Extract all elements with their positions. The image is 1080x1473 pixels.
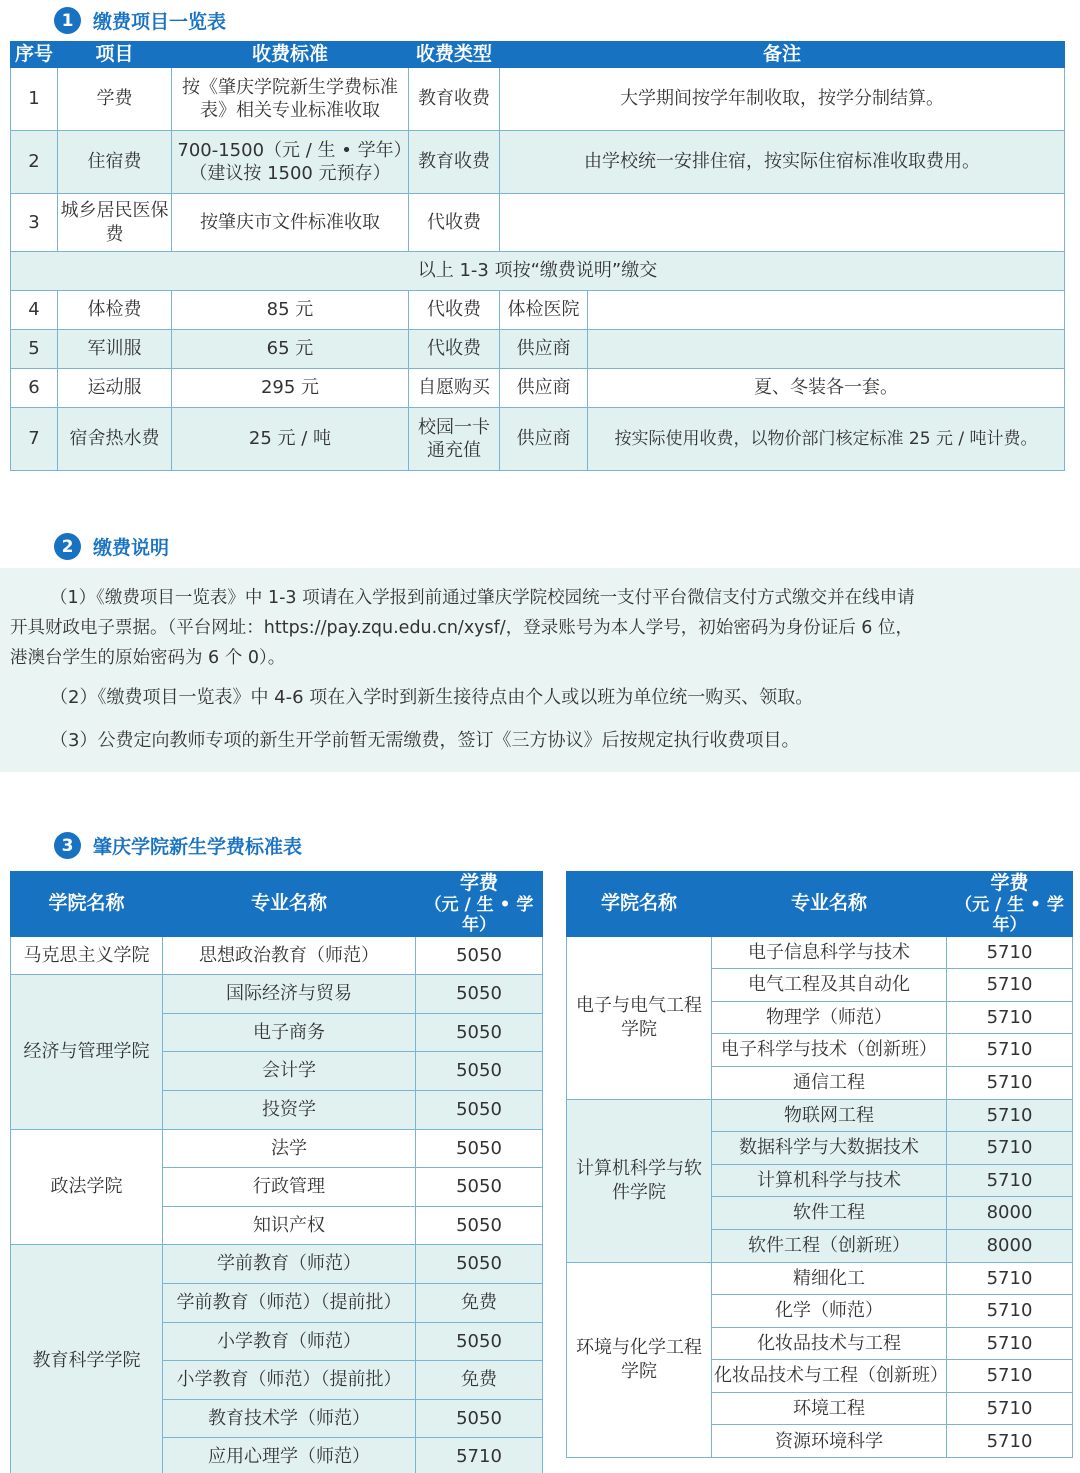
header-major: 专业名称: [163, 872, 416, 937]
cell-major: 电子科学与技术（创新班）: [712, 1034, 947, 1067]
cell-major: 物理学（师范）: [712, 1001, 947, 1034]
cell-major: 化妆品技术与工程: [712, 1327, 947, 1360]
cell-fee: 5050: [416, 1322, 543, 1361]
cell-major: 学前教育（师范）: [163, 1245, 416, 1284]
payment-notes-panel: [0, 568, 1080, 772]
cell-major: 应用心理学（师范）: [163, 1438, 416, 1473]
tuition-right-body: [567, 936, 1073, 1458]
cell-standard: 295 元: [172, 369, 409, 408]
table-header-row: [567, 872, 1073, 937]
note-2: （2）《缴费项目一览表》中 4-6 项在入学时到新生接待点由个人或以班为单位统一购买、领取。: [50, 687, 814, 708]
table-row: [567, 936, 1073, 969]
cell-major: 软件工程: [712, 1197, 947, 1230]
header-college: 学院名称: [11, 872, 163, 937]
cell-type: 代收费: [409, 194, 500, 252]
section-2-title: 缴费说明: [93, 537, 170, 559]
cell-fee: 5710: [947, 1295, 1073, 1328]
table-header-row: [11, 42, 1065, 68]
cell-fee: 8000: [947, 1197, 1073, 1230]
table-row: [11, 68, 1065, 131]
header-college: 学院名称: [567, 872, 712, 937]
cell-major: 资源环境科学: [712, 1425, 947, 1458]
header-fee-line1: 学费: [990, 872, 1029, 894]
cell-fee: 5050: [416, 1090, 543, 1129]
section-2-header: [54, 533, 169, 560]
section-1-title: 缴费项目一览表: [93, 11, 227, 33]
cell-major: 行政管理: [163, 1168, 416, 1207]
cell-fee: 5710: [947, 1360, 1073, 1393]
cell-standard: 按《肇庆学院新生学费标准表》相关专业标准收取: [172, 68, 409, 131]
cell-major: 学前教育（师范）（提前批）: [163, 1283, 416, 1322]
table-row: [11, 369, 1065, 408]
cell-fee: 免费: [416, 1283, 543, 1322]
header-fee: [416, 872, 543, 937]
note-1: （1）《缴费项目一览表》中 1-3 项请在入学报到前通过肇庆学院校园统一支付平台微信支付方式缴交并在线申请: [50, 588, 915, 608]
cell-major: 软件工程（创新班）: [712, 1229, 947, 1262]
section-3-header: [54, 832, 302, 859]
cell-fee: 5710: [947, 1066, 1073, 1099]
cell-fee: 5710: [947, 1425, 1073, 1458]
table-row: [11, 131, 1065, 194]
tuition-left-body: [11, 936, 543, 1473]
cell-fee: 5710: [947, 1132, 1073, 1165]
cell-major: 精细化工: [712, 1262, 947, 1295]
cell-fee: 5050: [416, 1052, 543, 1091]
cell-major: 会计学: [163, 1052, 416, 1091]
cell-item: 住宿费: [58, 131, 172, 194]
cell-index: 3: [11, 194, 58, 252]
cell-index: 4: [11, 291, 58, 330]
cell-fee: 5050: [416, 975, 543, 1014]
cell-major: 物联网工程: [712, 1099, 947, 1132]
cell-major: 化妆品技术与工程（创新班）: [712, 1360, 947, 1393]
cell-item: 学费: [58, 68, 172, 131]
cell-fee: 5050: [416, 1206, 543, 1245]
cell-major: 知识产权: [163, 1206, 416, 1245]
cell-college: 环境与化学工程学院: [567, 1262, 712, 1458]
cell-standard: 65 元: [172, 330, 409, 369]
cell-fee: 5710: [947, 1392, 1073, 1425]
header-item: 项目: [58, 42, 172, 68]
cell-college: 计算机科学与软件学院: [567, 1099, 712, 1262]
cell-major: 国际经济与贸易: [163, 975, 416, 1014]
header-fee-line2: （元 / 生 • 学年）: [424, 894, 534, 936]
note-1-cont: 开具财政电子票据。（平台网址：https://pay.zqu.edu.cn/xysf/，登录账号为本人学号，初始密码为身份证后 6 位，: [10, 618, 913, 638]
table-row: [11, 291, 1065, 330]
cell-fee: 5050: [416, 1168, 543, 1207]
table-row: [11, 330, 1065, 369]
cell-remark: 由学校统一安排住宿，按实际住宿标准收取费用。: [500, 131, 1065, 194]
cell-type: 教育收费: [409, 68, 500, 131]
cell-college: 电子与电气工程学院: [567, 936, 712, 1099]
note-3: （3）公费定向教师专项的新生开学前暂无需缴费，签订《三方协议》后按规定执行收费项目。: [50, 730, 800, 751]
cell-fee: 5710: [947, 1034, 1073, 1067]
cell-remark: [588, 291, 1065, 330]
fee-items-table: [10, 41, 1065, 471]
table-header-row: [11, 872, 543, 937]
note-1-end: 港澳台学生的原始密码为 6 个 0）。: [10, 648, 286, 668]
cell-major: 电气工程及其自动化: [712, 969, 947, 1002]
cell-major: 电子信息科学与技术: [712, 936, 947, 969]
section-3-number: 3: [54, 832, 81, 859]
header-type: 收费类型: [409, 42, 500, 68]
header-standard: 收费标准: [172, 42, 409, 68]
cell-fee: 5710: [416, 1438, 543, 1473]
cell-college: 经济与管理学院: [11, 975, 163, 1129]
cell-note: 以上 1-3 项按“缴费说明”缴交: [11, 252, 1065, 291]
cell-fee: 5710: [947, 969, 1073, 1002]
cell-fee: 5050: [416, 1245, 543, 1284]
cell-type: 校园一卡通充值: [409, 408, 500, 471]
cell-major: 数据科学与大数据技术: [712, 1132, 947, 1165]
cell-major: 小学教育（师范）: [163, 1322, 416, 1361]
table-row: [567, 1099, 1073, 1132]
cell-item: 体检费: [58, 291, 172, 330]
cell-index: 7: [11, 408, 58, 471]
cell-major: 通信工程: [712, 1066, 947, 1099]
cell-fee: 5050: [416, 1129, 543, 1168]
cell-major: 投资学: [163, 1090, 416, 1129]
cell-fee: 5710: [947, 1001, 1073, 1034]
cell-type: 代收费: [409, 291, 500, 330]
cell-provider: 供应商: [500, 330, 588, 369]
cell-fee: 免费: [416, 1361, 543, 1400]
cell-major: 教育技术学（师范）: [163, 1399, 416, 1438]
cell-major: 思想政治教育（师范）: [163, 936, 416, 975]
table-row: [11, 975, 543, 1014]
header-fee-line1: 学费: [459, 872, 498, 894]
cell-index: 1: [11, 68, 58, 131]
cell-standard: 85 元: [172, 291, 409, 330]
cell-item: 宿舍热水费: [58, 408, 172, 471]
cell-major: 电子商务: [163, 1013, 416, 1052]
table-row: [11, 408, 1065, 471]
cell-major: 法学: [163, 1129, 416, 1168]
header-fee: [947, 872, 1073, 937]
cell-index: 2: [11, 131, 58, 194]
header-index: 序号: [11, 42, 58, 68]
cell-standard: 700-1500（元 / 生 • 学年）（建议按 1500 元预存）: [172, 131, 409, 194]
tuition-table-right: [566, 871, 1073, 1458]
section-3-title: 肇庆学院新生学费标准表: [93, 836, 303, 858]
cell-fee: 5710: [947, 1099, 1073, 1132]
cell-fee: 5050: [416, 1013, 543, 1052]
tuition-table-left: [10, 871, 543, 1473]
cell-item: 运动服: [58, 369, 172, 408]
cell-provider: 体检医院: [500, 291, 588, 330]
cell-fee: 5710: [947, 1262, 1073, 1295]
cell-fee: 5050: [416, 936, 543, 975]
cell-major: 环境工程: [712, 1392, 947, 1425]
cell-fee: 5710: [947, 936, 1073, 969]
cell-remark: [500, 194, 1065, 252]
cell-type: 自愿购买: [409, 369, 500, 408]
cell-index: 5: [11, 330, 58, 369]
cell-fee: 5710: [947, 1164, 1073, 1197]
cell-major: 化学（师范）: [712, 1295, 947, 1328]
cell-standard: 按肇庆市文件标准收取: [172, 194, 409, 252]
table-row: [11, 194, 1065, 252]
cell-provider: 供应商: [500, 408, 588, 471]
cell-item: 军训服: [58, 330, 172, 369]
cell-index: 6: [11, 369, 58, 408]
header-major: 专业名称: [712, 872, 947, 937]
section-1-header: [54, 7, 226, 34]
cell-standard: 25 元 / 吨: [172, 408, 409, 471]
cell-remark: 按实际使用收费，以物价部门核定标准 25 元 / 吨计费。: [588, 408, 1065, 471]
cell-remark: 大学期间按学年制收取，按学分制结算。: [500, 68, 1065, 131]
table-note-row: [11, 252, 1065, 291]
cell-provider: 供应商: [500, 369, 588, 408]
table-row: [11, 936, 543, 975]
header-remark: 备注: [500, 42, 1065, 68]
cell-type: 教育收费: [409, 131, 500, 194]
cell-college: 马克思主义学院: [11, 936, 163, 975]
cell-fee: 5710: [947, 1327, 1073, 1360]
cell-major: 小学教育（师范）（提前批）: [163, 1361, 416, 1400]
cell-remark: [588, 330, 1065, 369]
cell-type: 代收费: [409, 330, 500, 369]
section-2-number: 2: [54, 533, 81, 560]
cell-college: 政法学院: [11, 1129, 163, 1245]
cell-major: 计算机科学与技术: [712, 1164, 947, 1197]
cell-fee: 5050: [416, 1399, 543, 1438]
cell-item: 城乡居民医保费: [58, 194, 172, 252]
table-row: [11, 1245, 543, 1284]
header-fee-line2: （元 / 生 • 学年）: [955, 894, 1064, 936]
table-row: [567, 1262, 1073, 1295]
section-1-number: 1: [54, 7, 81, 34]
cell-college: 教育科学学院: [11, 1245, 163, 1473]
table-row: [11, 1129, 543, 1168]
cell-fee: 8000: [947, 1229, 1073, 1262]
cell-remark: 夏、冬装各一套。: [588, 369, 1065, 408]
